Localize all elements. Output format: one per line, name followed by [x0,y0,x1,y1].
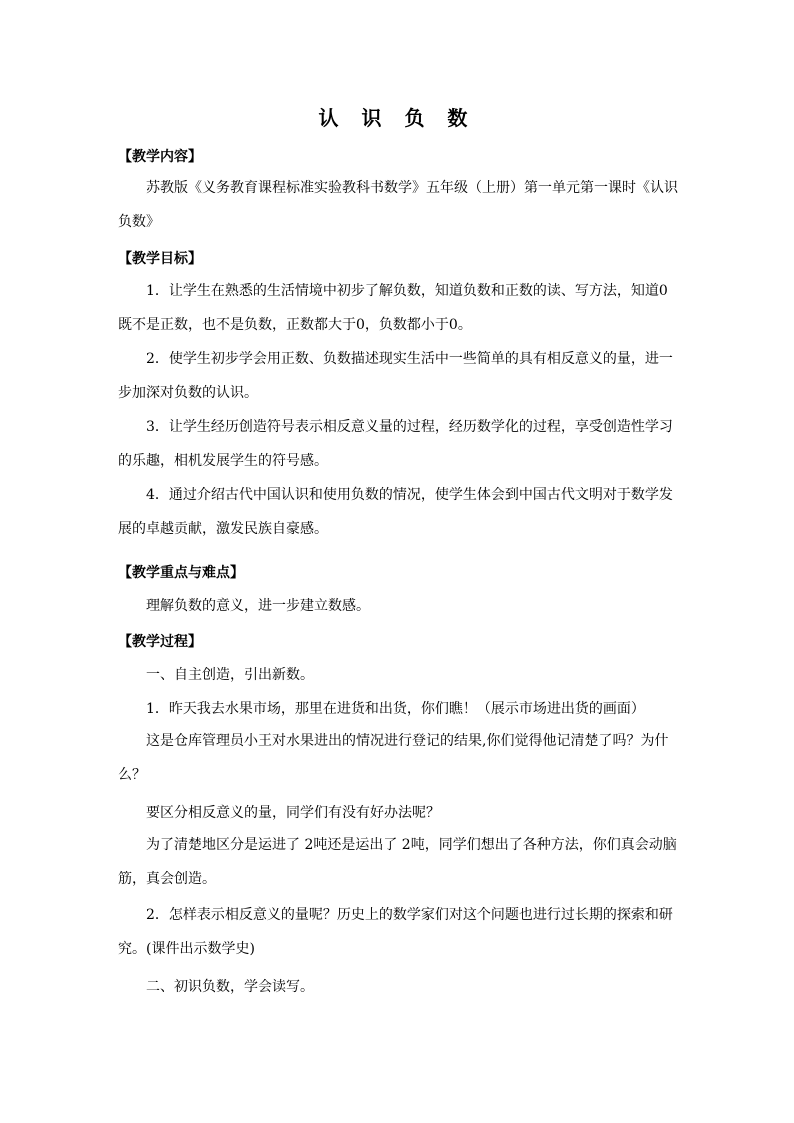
paragraph-line: 既不是正数，也不是负数，正数都大于0，负数都小于0。 [118,317,472,333]
paragraph-line: 展的卓越贡献，激发民族自豪感。 [118,521,328,537]
process-part-1-title: 一、自主创造，引出新数。 [146,667,314,683]
paragraph-line: 2．使学生初步学会用正数、负数描述现实生活中一些简单的具有相反意义的量，进一 [146,351,673,367]
paragraph-process-2 [118,724,678,792]
paragraph-line: 这是仓库管理员小王对水果进出的情况进行登记的结果,你们觉得他记清楚了吗？为什 [146,733,669,749]
paragraph-line: 负数》 [118,214,160,230]
paragraph-line: 1．让学生在熟悉的生活情境中初步了解负数，知道负数和正数的读、写方法，知道0 [146,283,668,299]
paragraph-key-points: 理解负数的意义，进一步建立数感。 [146,598,370,614]
paragraph-line: 么？ [118,767,146,783]
heading-teaching-goals: 【教学目标】 [118,251,202,267]
paragraph-line: 的乐趣，相机发展学生的符号感。 [118,453,328,469]
process-step-1: 1．昨天我去水果市场，那里在进货和出货，你们瞧！（展示市场进出货的画面） [146,701,645,717]
paragraph-process-5 [118,898,678,966]
paragraph-line: 筋，真会创造。 [118,871,216,887]
heading-teaching-process: 【教学过程】 [118,634,202,650]
paragraph-line: 4．通过介绍古代中国认识和使用负数的情况，使学生体会到中国古代文明对于数学发 [146,487,673,503]
heading-key-points: 【教学重点与难点】 [118,565,244,581]
heading-teaching-content: 【教学内容】 [118,149,202,165]
paragraph-process-4 [118,828,678,896]
paragraph-line: 究。(课件出示数学史) [118,941,255,957]
paragraph-line: 3．让学生经历创造符号表示相反意义量的过程，经历数学化的过程，享受创造性学习 [146,419,673,435]
document-title: 认 识 负 数 [318,106,476,130]
process-part-2-title: 二、初识负数，学会读写。 [146,979,314,995]
paragraph-line: 步加深对负数的认识。 [118,385,258,401]
paragraph-goal-1 [118,274,678,342]
paragraph-goal-3 [118,410,678,478]
paragraph-goal-2 [118,342,678,410]
paragraph-line: 为了清楚地区分是运进了 2吨还是运出了 2吨，同学们想出了各种方法，你们真会动脑 [146,837,677,853]
paragraph-line: 苏教版《义务教育课程标准实验教科书数学》五年级（上册）第一单元第一课时《认识 [146,180,678,196]
paragraph-goal-4 [118,478,678,546]
paragraph-line: 2．怎样表示相反意义的量呢？历史上的数学家们对这个问题也进行过长期的探索和研 [146,907,673,923]
process-question: 要区分相反意义的量，同学们有没有好办法呢？ [146,805,440,821]
paragraph-teaching-content [118,171,678,239]
